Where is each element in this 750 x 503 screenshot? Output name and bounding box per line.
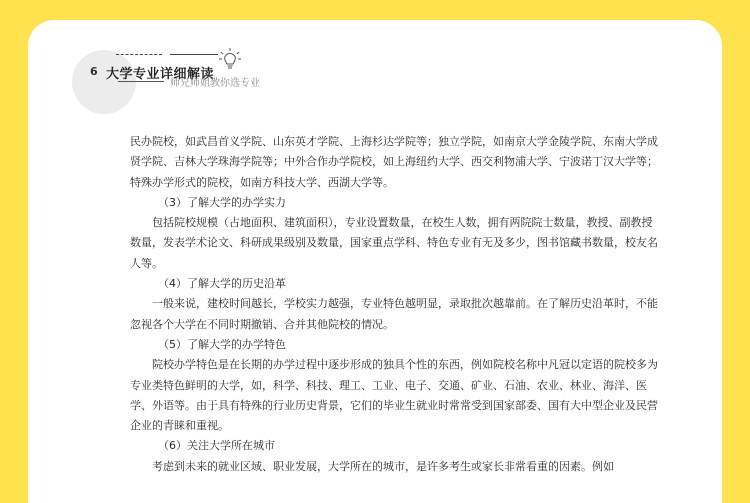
- paragraph: 考虑到未来的就业区域、职业发展，大学所在的城市，是许多考生或家长非常看重的因素。例如: [152, 459, 614, 473]
- chapter-title: 大学专业详细解读: [106, 67, 215, 82]
- paragraph: 包括院校规模（占地面积、建筑面积），专业设置数量，在校生人数，拥有两院院士数量，教授、副教授数量，发表学术论文、科研成果级别及数量，国家重点学科、特色专业有无及多少，图书馆藏书数量，校友名人等。: [130, 216, 658, 270]
- paragraph: 民办院校，如武昌首义学院、山东英才学院、上海杉达学院等；独立学院，如南京大学金陵学院、东南大学成贤学院、吉林大学珠海学院等；中外合作办学院校，如上海纽约大学、西交利物浦大学、宁波诺丁汉大学等；特殊办学形式的院校，如南方科技大学、西湖大学等。: [130, 135, 658, 189]
- section-heading: （3）了解大学的办学实力: [158, 195, 286, 209]
- paragraph: 院校办学特色是在长期的办学过程中逐步形成的独具个性的东西，例如院校名称中凡冠以定语的院校多为专业类特色鲜明的大学，如，科学、科技、理工、工业、电子、交通、矿业、石油、农业、林业、海洋、医学、外语等。由于具有特殊的行业历史背景，它们的毕业生就业时常常受到国家部委、国有大中型企业及民营企业的青睐和重视。: [130, 358, 658, 433]
- book-page: [28, 20, 722, 503]
- page-number: 6: [90, 65, 98, 78]
- chapter-subtitle: 师兄师姐教你选专业: [170, 78, 260, 89]
- page-number-circle: [72, 50, 136, 114]
- body-text: [130, 132, 660, 477]
- header-solid-line: [170, 54, 218, 55]
- header-dashed-line: [116, 54, 162, 55]
- section-heading: （6）关注大学所在城市: [158, 439, 275, 453]
- lightbulb-icon: [217, 47, 243, 73]
- paragraph: 一般来说，建校时间越长，学校实力越强，专业特色越明显，录取批次越靠前。在了解历史沿革时，不能忽视各个大学在不同时期撤销、合并其他院校的情况。: [130, 297, 658, 331]
- subtitle-line: [118, 81, 164, 82]
- section-heading: （4）了解大学的历史沿革: [158, 277, 286, 291]
- section-heading: （5）了解大学的办学特色: [158, 337, 286, 351]
